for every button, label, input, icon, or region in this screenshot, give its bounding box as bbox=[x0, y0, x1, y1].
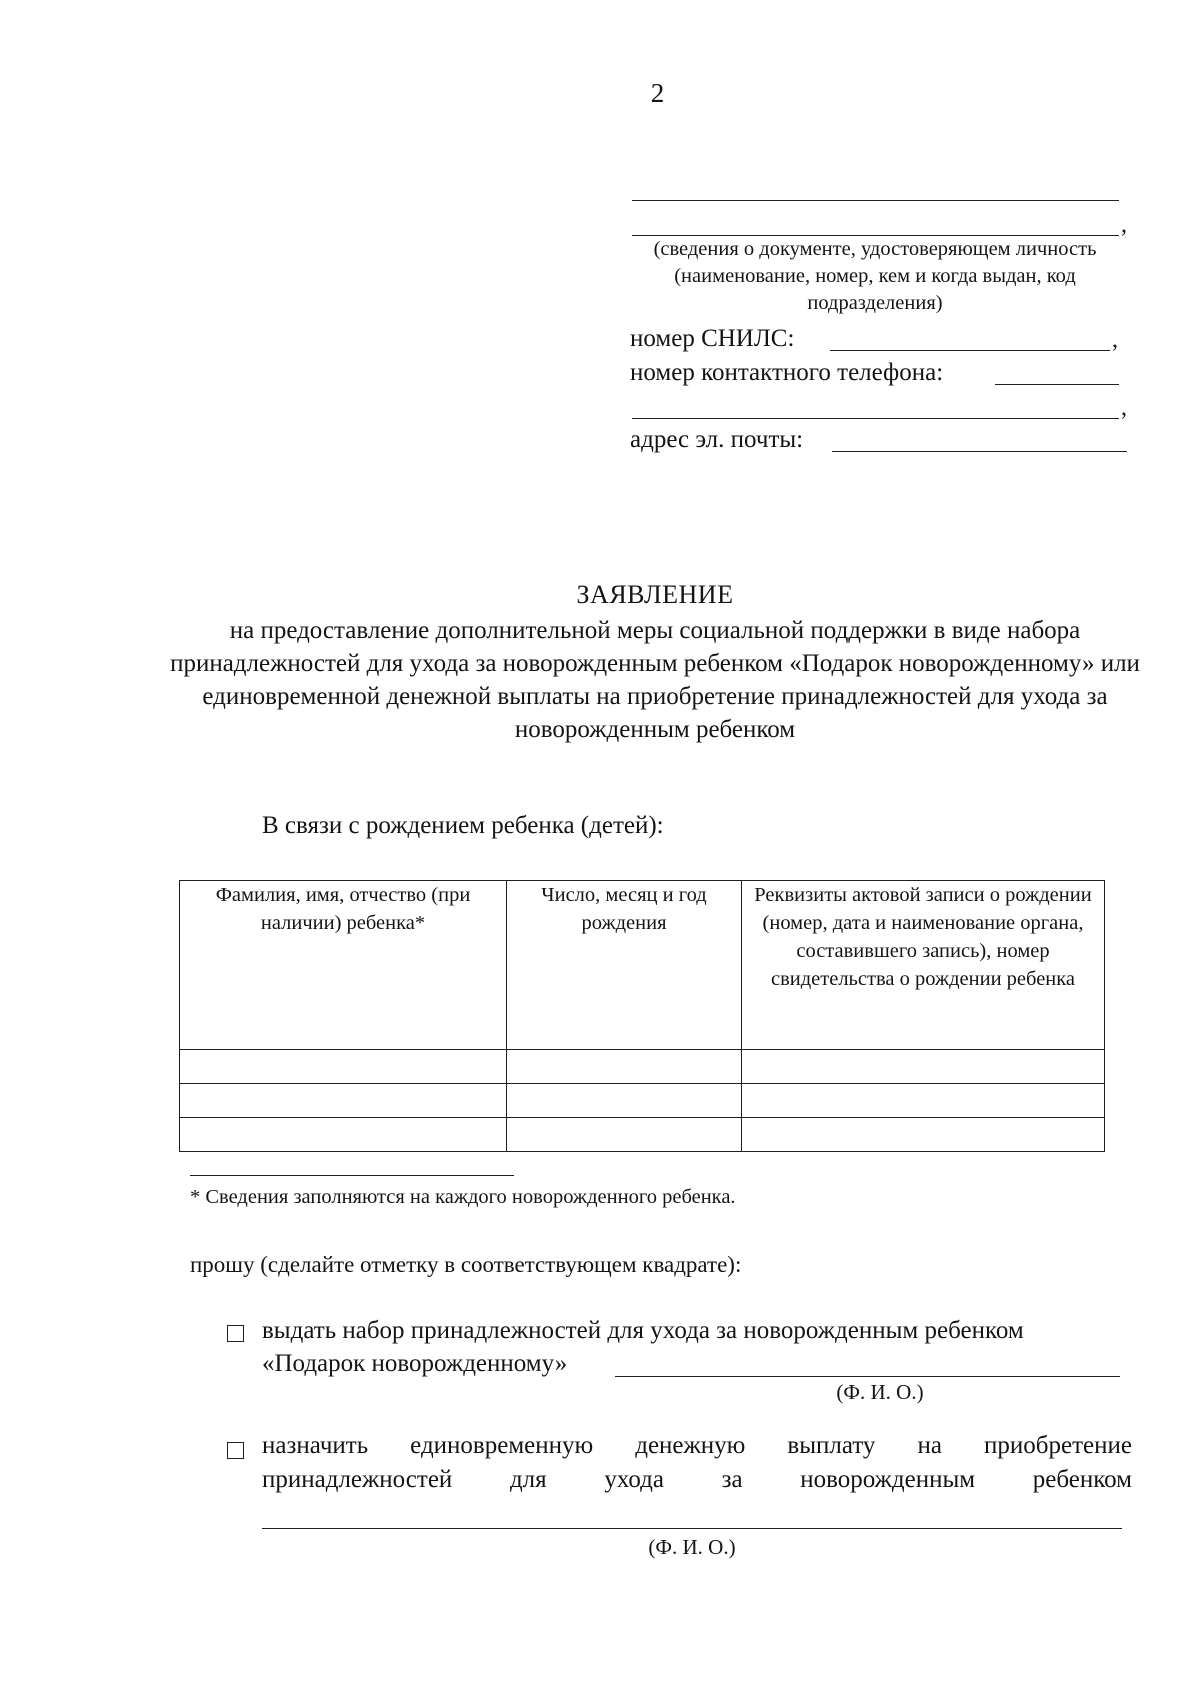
option-gift-set-line-1: выдать набор принадлежностей для ухода за новорожденным ребенком bbox=[262, 1317, 1024, 1344]
table-cell[interactable] bbox=[180, 1050, 507, 1084]
option-word: ухода bbox=[604, 1466, 664, 1493]
option-word: на bbox=[917, 1432, 942, 1459]
intro-text: В связи с рождением ребенка (детей): bbox=[262, 812, 664, 839]
table-cell[interactable] bbox=[742, 1118, 1105, 1152]
option-word: ребенком bbox=[1032, 1466, 1132, 1493]
table-row bbox=[180, 1050, 1105, 1084]
option-word: выплату bbox=[787, 1432, 876, 1459]
option-word: единовременную bbox=[410, 1432, 594, 1459]
email-field-line[interactable] bbox=[832, 451, 1127, 452]
table-cell[interactable] bbox=[180, 1084, 507, 1118]
option-gift-set-fio-caption: (Ф. И. О.) bbox=[836, 1380, 924, 1404]
comma: , bbox=[1121, 212, 1127, 238]
page-number: 2 bbox=[650, 78, 665, 108]
footnote: * Сведения заполняются на каждого новорожденного ребенка. bbox=[190, 1186, 736, 1208]
option-gift-set-line-2: «Подарок новорожденному» bbox=[262, 1350, 568, 1377]
option-gift-set-checkbox[interactable] bbox=[227, 1325, 244, 1342]
option-cash-payment-line-1 bbox=[262, 1432, 1132, 1460]
table-row bbox=[180, 1084, 1105, 1118]
table-row bbox=[180, 1118, 1105, 1152]
phone-field-line-2[interactable] bbox=[632, 418, 1119, 419]
option-word: приобретение bbox=[984, 1432, 1132, 1459]
option-word: новорожденным bbox=[800, 1466, 976, 1493]
option-word: принадлежностей bbox=[262, 1466, 453, 1493]
document-subtitle: на предоставление дополнительной меры социальной поддержки в виде набора принадлежностей для ухода за новорожденным ребенком «Подарок новорожденному» или единовременной денежной выплаты на приобретение принадлежностей для ухода за новорожденным ребенком bbox=[170, 617, 1140, 743]
applicant-name-line-1[interactable] bbox=[632, 200, 1119, 201]
request-label: прошу (сделайте отметку в соответствующем квадрате): bbox=[190, 1252, 742, 1277]
snils-label: номер СНИЛС: bbox=[630, 325, 795, 352]
option-word: назначить bbox=[262, 1432, 369, 1459]
option-cash-payment-fio-line[interactable] bbox=[262, 1528, 1122, 1529]
comma: , bbox=[1112, 327, 1118, 353]
phone-label: номер контактного телефона: bbox=[630, 359, 944, 386]
footnote-divider bbox=[190, 1175, 514, 1176]
table-cell[interactable] bbox=[180, 1118, 507, 1152]
children-table bbox=[179, 880, 1105, 1152]
email-label: адрес эл. почты: bbox=[630, 426, 804, 453]
table-cell[interactable] bbox=[507, 1084, 742, 1118]
snils-field-line[interactable] bbox=[830, 350, 1110, 351]
option-word: для bbox=[509, 1466, 547, 1493]
table-cell[interactable] bbox=[507, 1050, 742, 1084]
column-header-name: Фамилия, имя, отчество (при наличии) ребенка* bbox=[180, 881, 507, 1050]
option-cash-payment-checkbox[interactable] bbox=[227, 1442, 244, 1459]
option-word: за bbox=[721, 1466, 743, 1493]
option-cash-payment-line-2 bbox=[262, 1466, 1132, 1494]
option-cash-payment-fio-caption: (Ф. И. О.) bbox=[648, 1535, 736, 1559]
table-cell[interactable] bbox=[742, 1050, 1105, 1084]
document-title: ЗАЯВЛЕНИЕ bbox=[576, 580, 734, 609]
column-header-birthdate: Число, месяц и год рождения bbox=[507, 881, 742, 1050]
column-header-record-details: Реквизиты актовой записи о рождении (номер, дата и наименование органа, составившего запись), номер свидетельства о рождении ребенка bbox=[742, 881, 1105, 1050]
table-header-row bbox=[180, 881, 1105, 1050]
comma: , bbox=[1121, 395, 1127, 421]
phone-field-line[interactable] bbox=[995, 384, 1119, 385]
option-word: денежную bbox=[635, 1432, 746, 1459]
id-document-caption: (сведения о документе, удостоверяющем личность (наименование, номер, кем и когда выдан, код подразделения) bbox=[653, 238, 1097, 314]
table-cell[interactable] bbox=[742, 1084, 1105, 1118]
table-cell[interactable] bbox=[507, 1118, 742, 1152]
option-gift-set-fio-line[interactable] bbox=[615, 1376, 1120, 1377]
